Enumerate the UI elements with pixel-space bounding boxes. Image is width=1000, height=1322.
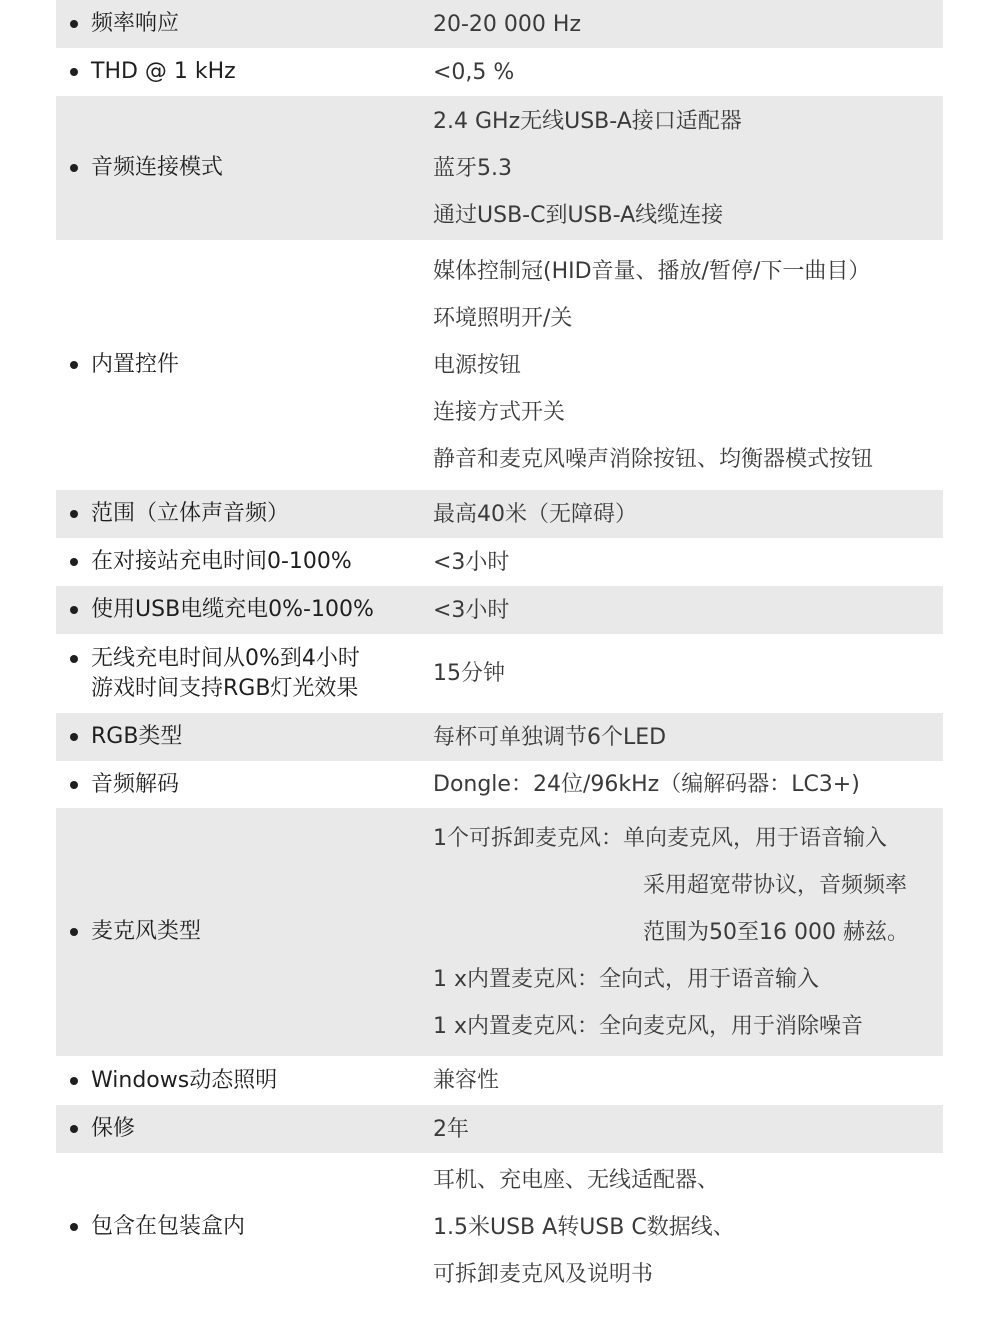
spec-label-cell [56, 499, 433, 529]
spec-row-built-in-controls [56, 240, 943, 490]
bullet-icon [70, 164, 78, 172]
spec-value-cell [433, 761, 943, 808]
bullet-icon [70, 510, 78, 518]
spec-label: THD @ 1 kHz [91, 59, 236, 84]
spec-value-cell [433, 714, 943, 761]
spec-label-cell [56, 917, 433, 947]
spec-row-thd [56, 48, 943, 96]
bullet-icon [70, 655, 78, 663]
spec-label-cell [56, 153, 433, 183]
bullet-icon [70, 1125, 78, 1133]
bullet-icon [70, 558, 78, 566]
bullet-icon [70, 1077, 78, 1085]
spec-label-cell [56, 595, 433, 625]
spec-label-cell [56, 644, 433, 704]
spec-label: 频率响应 [91, 11, 180, 36]
spec-row-microphone-type [56, 808, 943, 1056]
spec-value: <3小时 [433, 549, 510, 575]
spec-value: 通过USB-C到USB-A线缆连接 [433, 202, 724, 228]
spec-value: 20-20 000 Hz [433, 11, 581, 37]
spec-value: <3小时 [433, 597, 510, 623]
spec-value: 蓝牙5.3 [433, 155, 512, 181]
spec-row-dock-charging [56, 538, 943, 586]
spec-value: 范围为50至16 000 赫兹。 [643, 919, 909, 945]
spec-value: Dongle：24位/96kHz（编解码器：LC3+) [433, 772, 860, 797]
spec-value: 1个可拆卸麦克风：单向麦克风，用于语音输入 [433, 825, 887, 851]
spec-row-in-the-box [56, 1153, 943, 1301]
spec-row-warranty [56, 1105, 943, 1153]
spec-row-audio-connection [56, 96, 943, 240]
spec-value: 2年 [433, 1116, 469, 1142]
spec-label: 音频连接模式 [91, 155, 224, 180]
spec-label-cell [56, 350, 433, 380]
spec-value: 2.4 GHz无线USB-A接口适配器 [433, 108, 742, 134]
spec-label: 使用USB电缆充电0%-100% [91, 597, 374, 622]
spec-label: 保修 [91, 1116, 136, 1141]
spec-value: 采用超宽带协议，音频频率 [643, 872, 908, 898]
spec-value: 静音和麦克风噪声消除按钮、均衡器模式按钮 [433, 446, 874, 472]
spec-value: 1 x内置麦克风：全向式，用于语音输入 [433, 966, 820, 992]
spec-value: 15分钟 [433, 661, 505, 686]
spec-value-cell [433, 98, 943, 239]
bullet-icon [70, 20, 78, 28]
spec-value: 耳机、充电座、无线适配器、 [433, 1167, 720, 1193]
bullet-icon [70, 1223, 78, 1231]
spec-label: 音频解码 [91, 771, 180, 797]
spec-value: 可拆卸麦克风及说明书 [433, 1261, 654, 1287]
spec-row-audio-decoding [56, 761, 943, 808]
spec-value: 最高40米（无障碍） [433, 501, 637, 527]
spec-label: 包含在包装盒内 [91, 1214, 246, 1239]
spec-label-cell [56, 1212, 433, 1242]
bullet-icon [70, 68, 78, 76]
spec-value-cell [433, 1, 943, 48]
spec-label-cell [56, 547, 433, 577]
spec-value-cell [433, 1057, 943, 1104]
spec-row-usb-charging [56, 586, 943, 634]
spec-value: 兼容性 [433, 1068, 500, 1093]
spec-label: Windows动态照明 [91, 1067, 278, 1093]
spec-label: 在对接站充电时间0-100% [91, 549, 352, 574]
spec-label-cell [56, 722, 433, 752]
spec-label: RGB类型 [91, 724, 183, 749]
spec-value: <0,5 % [433, 59, 515, 85]
spec-row-windows-dynamic-lighting [56, 1056, 943, 1105]
spec-label: 无线充电时间从0%到4小时 游戏时间支持RGB灯光效果 [91, 645, 360, 701]
bullet-icon [70, 361, 78, 369]
bullet-icon [70, 928, 78, 936]
spec-value-cell [433, 49, 943, 96]
spec-row-wireless-charging [56, 634, 943, 713]
spec-label: 内置控件 [91, 352, 180, 377]
spec-label: 麦克风类型 [91, 919, 202, 944]
spec-value-cell [433, 491, 943, 538]
spec-table [56, 0, 943, 1301]
spec-row-frequency-response [56, 0, 943, 48]
spec-label-cell [56, 770, 433, 800]
spec-value: 环境照明开/关 [433, 305, 573, 331]
spec-value-cell [433, 587, 943, 634]
spec-value-cell [433, 539, 943, 586]
bullet-icon [70, 733, 78, 741]
spec-value-cell [433, 650, 943, 697]
spec-value-cell [433, 1157, 943, 1298]
spec-value: 媒体控制冠(HID音量、播放/暂停/下一曲目） [433, 258, 871, 284]
spec-value: 电源按钮 [433, 352, 522, 378]
spec-value-cell [433, 248, 943, 483]
spec-row-range [56, 490, 943, 538]
spec-row-rgb-type [56, 713, 943, 761]
spec-value: 每杯可单独调节6个LED [433, 724, 667, 750]
spec-label-cell [56, 57, 433, 87]
spec-label-cell [56, 9, 433, 39]
spec-value-cell [433, 815, 943, 1050]
spec-label: 范围（立体声音频） [91, 501, 290, 526]
spec-label-cell [56, 1066, 433, 1096]
spec-label-cell [56, 1114, 433, 1144]
spec-value: 1 x内置麦克风：全向麦克风，用于消除噪音 [433, 1013, 864, 1039]
spec-value-cell [433, 1106, 943, 1153]
bullet-icon [70, 781, 78, 789]
bullet-icon [70, 606, 78, 614]
spec-value: 1.5米USB A转USB C数据线、 [433, 1214, 735, 1240]
spec-value: 连接方式开关 [433, 399, 566, 425]
